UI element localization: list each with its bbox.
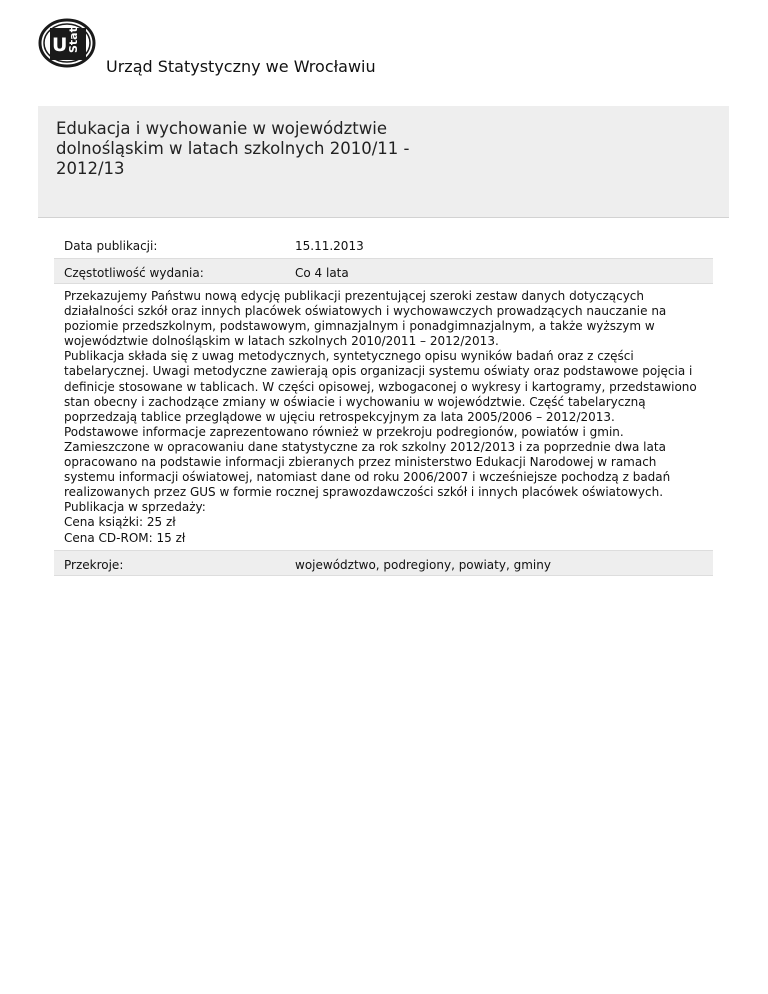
sections-value: województwo, podregiony, powiaty, gminy [295, 557, 551, 572]
publication-date-row [54, 232, 713, 259]
sections-row [54, 551, 713, 576]
sections-label: Przekroje: [64, 557, 124, 572]
organization-name: Urząd Statystyczny we Wrocławiu [106, 57, 376, 76]
publication-date-value: 15.11.2013 [295, 239, 364, 253]
ustat-logo [38, 18, 104, 72]
description-paragraph: Zamieszczone w opracowaniu dane statystyczne za rok szkolny 2012/2013 i za poprzednie dwa lata opracowano na podstawie informacji zbieranych przez ministerstwo Edukacji Narodowej w ramach systemu informacji oświatowej, natomiast dane od roku 2006/2007 i wcześniejsze pochodzą z badań realizowanych przez GUS w formie rocznej sprawozdawczości szkół i innych placówek oświatowych. [64, 439, 671, 500]
svg-text:Stat: Stat [67, 27, 80, 53]
title-panel [38, 106, 729, 218]
description-paragraph: Publikacja składa się z uwag metodycznych, syntetycznego opisu wyników badań oraz z części tabelarycznej. Uwagi metodyczne zawierają opis organizacji systemu oświaty oraz podstawowe pojęcia i definicje stosowane w tablicach. W części opisowej, wzbogaconej o wykresy i kartogramy, przedstawiono stan obecny i zachodzące zmiany w oświacie i wychowaniu w województwie. Część tabelaryczną poprzedzają tablice przeglądowe w ujęciu retrospekcyjnym za lata 2005/2006 – 2012/2013. [64, 349, 697, 424]
description-paragraph: Podstawowe informacje zaprezentowano również w przekroju podregionów, powiatów i gmin. [64, 424, 624, 439]
publication-title: Edukacja i wychowanie w województwie dolnośląskim w latach szkolnych 2010/11 - 2012/13 [56, 119, 410, 178]
publication-details [54, 232, 713, 576]
publication-date-label: Data publikacji: [64, 239, 158, 253]
cd-price: Cena CD-ROM: 15 zł [64, 530, 186, 545]
svg-text:U: U [52, 34, 68, 56]
frequency-value: Co 4 lata [295, 266, 349, 280]
page-header [38, 18, 738, 78]
frequency-label: Częstotliwość wydania: [64, 266, 204, 280]
book-price: Cena książki: 25 zł [64, 515, 176, 530]
frequency-row [54, 259, 713, 284]
publication-description [54, 284, 713, 551]
description-paragraph: Przekazujemy Państwu nową edycję publikacji prezentującej szeroki zestaw danych dotyczących działalności szkół oraz innych placówek oświatowych i wychowawczych prowadzących nauczanie na poziomie przedszkolnym, podstawowym, gimnazjalnym i ponadgimnazjalnym, a także wyższym w województwie dolnośląskim w latach szkolnych 2010/2011 – 2012/2013. [64, 289, 667, 349]
sale-info: Publikacja w sprzedaży: [64, 500, 206, 515]
